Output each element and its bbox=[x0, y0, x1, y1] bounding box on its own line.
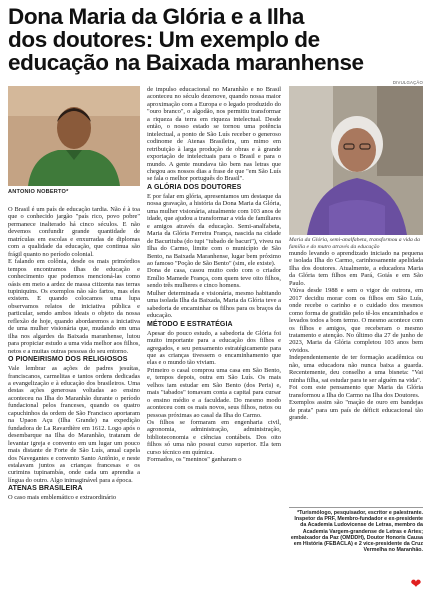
section-heading: O PIONEIRISMO DOS RELIGIOSOS bbox=[8, 356, 128, 364]
elderly-woman-portrait-icon bbox=[289, 86, 423, 235]
author-photo bbox=[8, 86, 140, 186]
paragraph: Foi com este pensamento que Maria da Glória transformou a Ilha do Carmo na Ilha dos Doutores. bbox=[289, 384, 423, 399]
paragraph: Viúva desde 1988 e sem o vigor de outrora, em 2017 decidiu morar com os filhos em São Luís, onde recebe o carinho e o cuidado dos mesmos como forma de gratidão pelo tê-los encaminhados e levados todos a bom termo. O mesmo acontece com os filhos e amigos, que receberam o mesmo tratamento e atenção. No último dia 27 de junho de 2023, Maria da Glória completou 103 anos bem vividos. bbox=[289, 287, 423, 354]
section-heading: A GLÓRIA DOS DOUTORES bbox=[147, 183, 242, 191]
headline-line-3: educação na Baixada maranhense bbox=[8, 50, 364, 75]
subject-photo bbox=[289, 86, 423, 235]
headline-line-2: dos doutores: Um exemplo de bbox=[8, 27, 320, 52]
headline bbox=[8, 5, 426, 74]
section-heading: ATENAS BRASILEIRA bbox=[8, 485, 83, 493]
paragraph: Independentemente de ter formação acadêmica ou não, uma educadora não nunca baixa a guarda. Recentemente, deu conselho a uma bisneta: "Vai minha filha, sai estudar para te ser alguém na vida". bbox=[289, 354, 423, 384]
paragraph: E por falar em glória, apresentamos um destaque da nossa gravação, a história da Dona Maria da Glória, uma mulher visionária, atualmente com 103 anos de idade, que ajudou a transformar a vida de familiares e amigos através da educação. Semi-analfabeta, Maria da Glória Ferreira França, nascida na cidade de Bacurituba (do tupi "tubado de bacuri"), viveu na Ilha do Carmo, limite com o município de São Bento, na Baixada Maranhense, lugar bem próximo ao famoso "Poção de São Bento" (sim, ele existe). bbox=[147, 192, 281, 267]
paragraph: Apesar do pouco estudo, a sabedoria de Glória foi muito importante para a educação dos filhos e agregados, e seu pensamento estratégicamente para que as crianças tivessem o encaminhamento que elas e o mundo tão viviam. bbox=[147, 329, 281, 367]
photo-label: DIVULGAÇÃO bbox=[392, 80, 423, 85]
author-credit: ANTONIO NOBERTO* bbox=[8, 189, 69, 195]
author-bio-text: *Turismólogo, pesquisador, escritor e palestrante. Inspetor da PRF, Membro-fundador e ex-presidente da Academia Ludovicense de Letras, membro da Academia Vargem-grandense de Letras e Artes; embaixador da Paz (OMDDH), Doutor Honoris Causa em História (FEBACLA) e 2 vice-presidente da Cruz Vermelha no Maranhão. bbox=[290, 510, 423, 554]
paragraph: Primeiro o casal comprou uma casa em São Bento, e, tempos depois, outra em São Luís. Os mais velhos iam estudar em São Bento (dos Peris) e, mais "tabados" tomavam conta a capital para cursar o ensino médio e a faculdade. Do mesmo modo aconteceu com os mais novos, seus filhos, netos ou pessoas próximas ao casal da Ilha do Carmo. bbox=[147, 366, 281, 419]
photo-caption: Maria da Glória, semi-analfabeta, transformou a vida da família e do mutro através da educação bbox=[289, 237, 420, 250]
paragraph: mundo levando o aprendizado iniciado na pequena e isolada Ilha do Carmo, carinhosamente apelidada Ilha dos doutores. Atualmente, a educadora Maria da Glória tem filhos em Pará, Goiás e em São Paulo. bbox=[289, 250, 423, 287]
heart-icon[interactable]: ❤ bbox=[410, 577, 422, 592]
paragraph: Vale lembrar as ações de padres jesuítas, franciscanos, carmelitas e tantos ordens dedicadas a evangelização e à educação dos brasileiros. Uma destas ações generosas voltadas ao ensino aconteceu na Ilha do Maranhão durante o período fundacional pelos franceses, quando os quatro capuchinhos da ordem de São Francisco aportaram na Upaon Açu (Ilha Grande) na expedição fundadora de La Ravardière em 1612. Logo após o desembarque na Ilha do Maranhão, trataram de levantar igreja e convento em um lugar um pouco mais distante de Forte de São Luís, anual capela dos Navegantes e convento Santo Antônio, e neste estalavam juntos as crianças francesas e os curimins tupinambás, onde cada um aprendia a língua do outro. Algo inimaginável para a época. bbox=[8, 365, 140, 484]
author-bio bbox=[289, 507, 423, 553]
paragraph: Dona de casa, casou muito cedo com o criador Emílio Mamede França, com quem teve oito filhos, sendo três mulheres e cinco homens. bbox=[147, 267, 281, 290]
paragraph: O Brasil é um país de educação tardia. Não é à toa que o conhecido jargão "país rico, povo pobre" permanece inalterado há cinco séculos. E não devemos confundir grande quantidade de matrículas em escolas e enxurradas de diplomas com a qualidade da educação, que continua são frágil quanto no período colonial. bbox=[8, 206, 140, 258]
paragraph: de impulso educacional no Maranhão e no Brasil aconteceu no século dezenove, quando nossa maior aproximação com a Europa e o legado produzido do "ouro branco", o algodão, nos permitiu transformar a riqueza da terra em riqueza intelectual. Desde então, o nosso estado se tornou uma potência intelectual, a ponto de São Luís receber o generoso codinome de Atenas Brasileira, um mimo em retribuição à larga produção de obras e à grande exportação de intelectuais para o Brasil e para o mundo. A gente mundava tão bem nas letras que chegou aos nossos dias a frase de que "em São Luís se fala o melhor português do Brasil". bbox=[147, 86, 281, 183]
person-portrait-icon bbox=[8, 86, 140, 186]
article-column-1 bbox=[8, 206, 140, 502]
paragraph: Mulher determinada e visionária, mesmo habitando uma isolada Ilha da Baixada, Maria da Glória teve a sabedoria de encaminhar os filhos para os braços da educação. bbox=[147, 289, 281, 320]
paragraph: E falando em colônia, desde os mais primórdios tempos encontramos ilhas de educação e conhecimento que podemos mencioná-las como oásis em meio a ardez de massa citizenta nas terras tupiniquins. Os exemplos não são fartos, mas eles existem. E quando colocamos uma lupa observamos relatos de iniciativa pública e particular, sendo ambos ideais o objeto da nossa reflexão de hoje, quando abordaremos a iniciativa de uma mulher visionária que, mudando em uma ilha nos algardes da Baixada maranhense, lutou para propiciar estudo a uma vida melhor aos filhos, netos e a muitas outras pessoas do seu entorno. bbox=[8, 258, 140, 355]
article-column-3 bbox=[289, 250, 423, 421]
divider bbox=[289, 507, 423, 508]
article-column-2 bbox=[147, 86, 281, 464]
paragraph: O caso mais emblemático e extraordinário bbox=[8, 494, 117, 502]
section-heading: MÉTODO E ESTRATÉGIA bbox=[147, 320, 233, 328]
headline-line-1: Dona Maria da Glória e a Ilha bbox=[8, 4, 304, 29]
paragraph: Os filhos se formaram em engenharia civil, agronomia, administração, administração, biblioteconomia e ciências contábeis. Dos oito filhos só uma não possui curso superior. Ela tem curso técnico em química. bbox=[147, 419, 281, 456]
paragraph: Exemplos assim são "mação de ouro em bandejas de prata" para um país de déficit educacional tão grande. bbox=[289, 399, 423, 421]
paragraph: Formados, os "meninos" ganharam o bbox=[147, 456, 242, 464]
